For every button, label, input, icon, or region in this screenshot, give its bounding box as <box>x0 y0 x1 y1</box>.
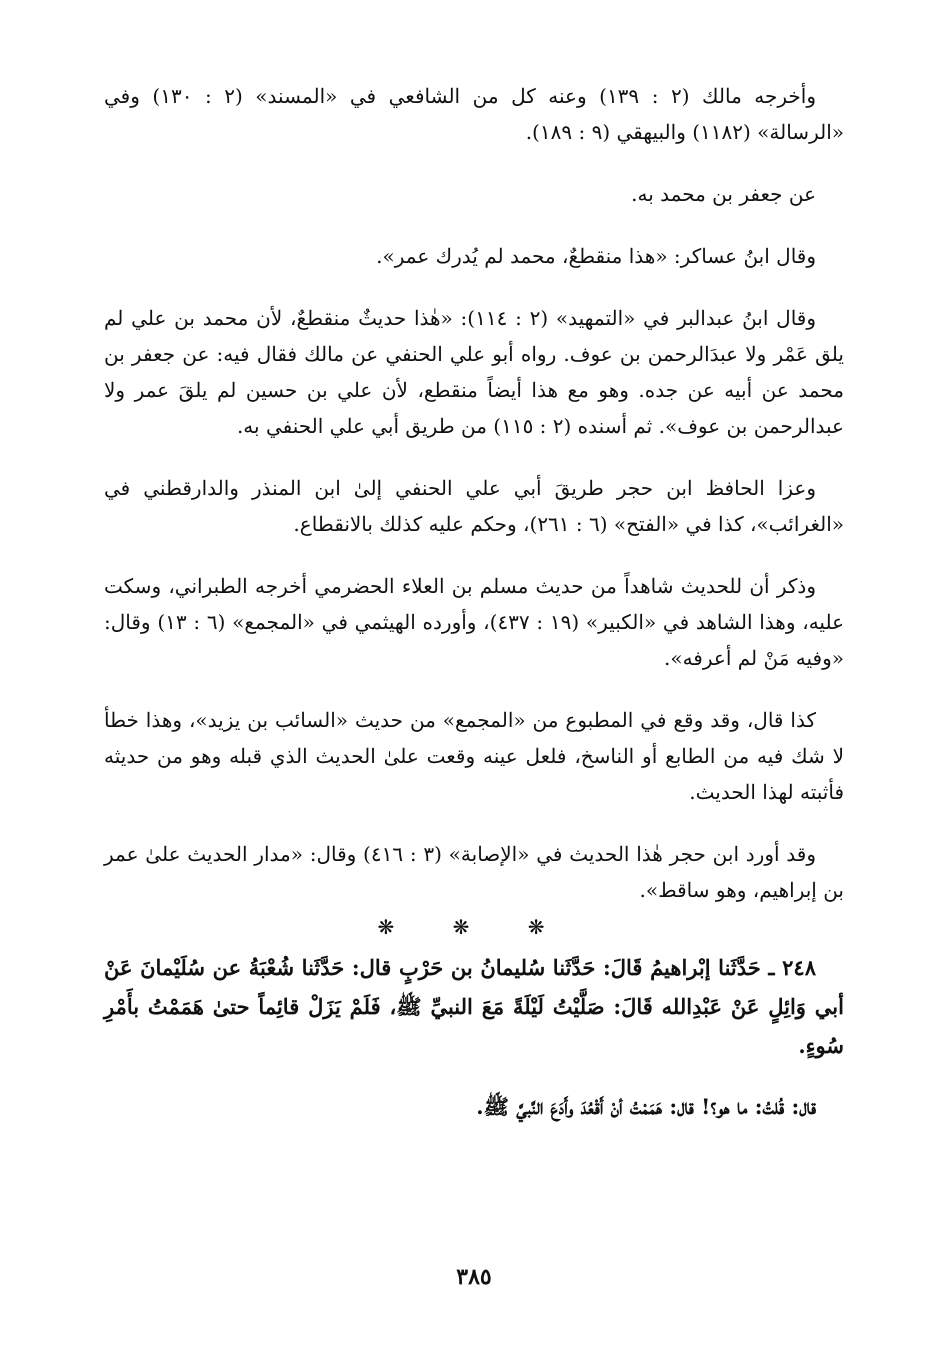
paragraph-ibn-asakir: وقال ابنُ عساكر: «هذا منقطعٌ، محمد لم يُدرك عمر». <box>376 244 816 268</box>
section-separator: ❋ ❋ ❋ <box>377 915 571 939</box>
hadith-248-text: ٢٤٨ ـ حَدَّثَنا إبْراهيمُ قَالَ: حَدَّثَنا سُليمانُ بن حَرْبٍ قال: حَدَّثَنا شُعْبَةُ عن سُلَيْمانَ عَنْ أبي وَائِلٍ عَنْ عَبْدِالله قَالَ: صَلَّيْتُ لَيْلَةً مَعَ النبيِّ ﷺ، فَلَمْ يَزَلْ قائِماً حتىٰ هَمَمْتُ بأَمْرِ سُوءٍ. <box>104 955 844 1058</box>
paragraph-malik-takhrij: وأخرجه مالك (٢ : ١٣٩) وعنه كل من الشافعي في «المسند» (٢ : ١٣٠) وفي «الرسالة» (١١٨٢) والبيهقي (٩ : ١٨٩). <box>104 84 844 144</box>
paragraph-jafar-chain: عن جعفر بن محمد به. <box>631 182 816 206</box>
paragraph-ibn-abdulbarr: وقال ابنُ عبدالبر في «التمهيد» (٢ : ١١٤): «هٰذا حديثٌ منقطعٌ، لأن محمد بن علي لم يلق عَمْر ولا عبدَالرحمن بن عوف. رواه أبو علي الحنفي عن مالك فقال فيه: عن جعفر بن محمد عن أبيه عن جده. وهو مع هذا أيضاً منقطع، لأن علي بن حسين لم يلقَ عمر ولا عبدالرحمن بن عوف». ثم أسنده (٢ : ١١٥) من طريق أبي علي الحنفي به. <box>104 306 844 438</box>
page-body <box>104 78 844 1148</box>
paragraph-ibn-hajar-attribution: وعزا الحافظ ابن حجر طريقَ أبي علي الحنفي إلىٰ ابن المنذر والدارقطني في «الغرائب»، كذا في «الفتح» (٦ : ٢٦١)، وحكم عليه كذلك بالانقطاع. <box>104 476 844 536</box>
paragraph-isabah: وقد أورد ابن حجر هٰذا الحديث في «الإصابة» (٣ : ٤١٦) وقال: «مدار الحديث علىٰ عمر بن إبراهيم، وهو ساقط». <box>104 842 844 902</box>
paragraph-majma-error: كذا قال، وقد وقع في المطبوع من «المجمع» من حديث «السائب بن يزيد»، وهذا خطأ لا شك فيه من الطابع أو الناسخ، فلعل عينه وقعت علىٰ الحديث الذي قبله وهو من حديثه فأثبته لهذا الحديث. <box>104 708 844 804</box>
hadith-248-continuation: قال: قُلتُ: ما هو؟! قال: هَمَمْتُ أنْ أَقْعُدَ وأَدَعَ النَّبيَّ ﷺ. <box>476 1094 816 1119</box>
paragraph-shahid-tabarani: وذكر أن للحديث شاهداً من حديث مسلم بن العلاء الحضرمي أخرجه الطبراني، وسكت عليه، وهذا الشاهد في «الكبير» (١٩ : ٤٣٧)، وأورده الهيثمي في «المجمع» (٦ : ١٣) وقال: «وفيه مَنْ لم أعرفه». <box>104 574 845 670</box>
page-number: ٣٨٥ <box>456 1264 492 1290</box>
